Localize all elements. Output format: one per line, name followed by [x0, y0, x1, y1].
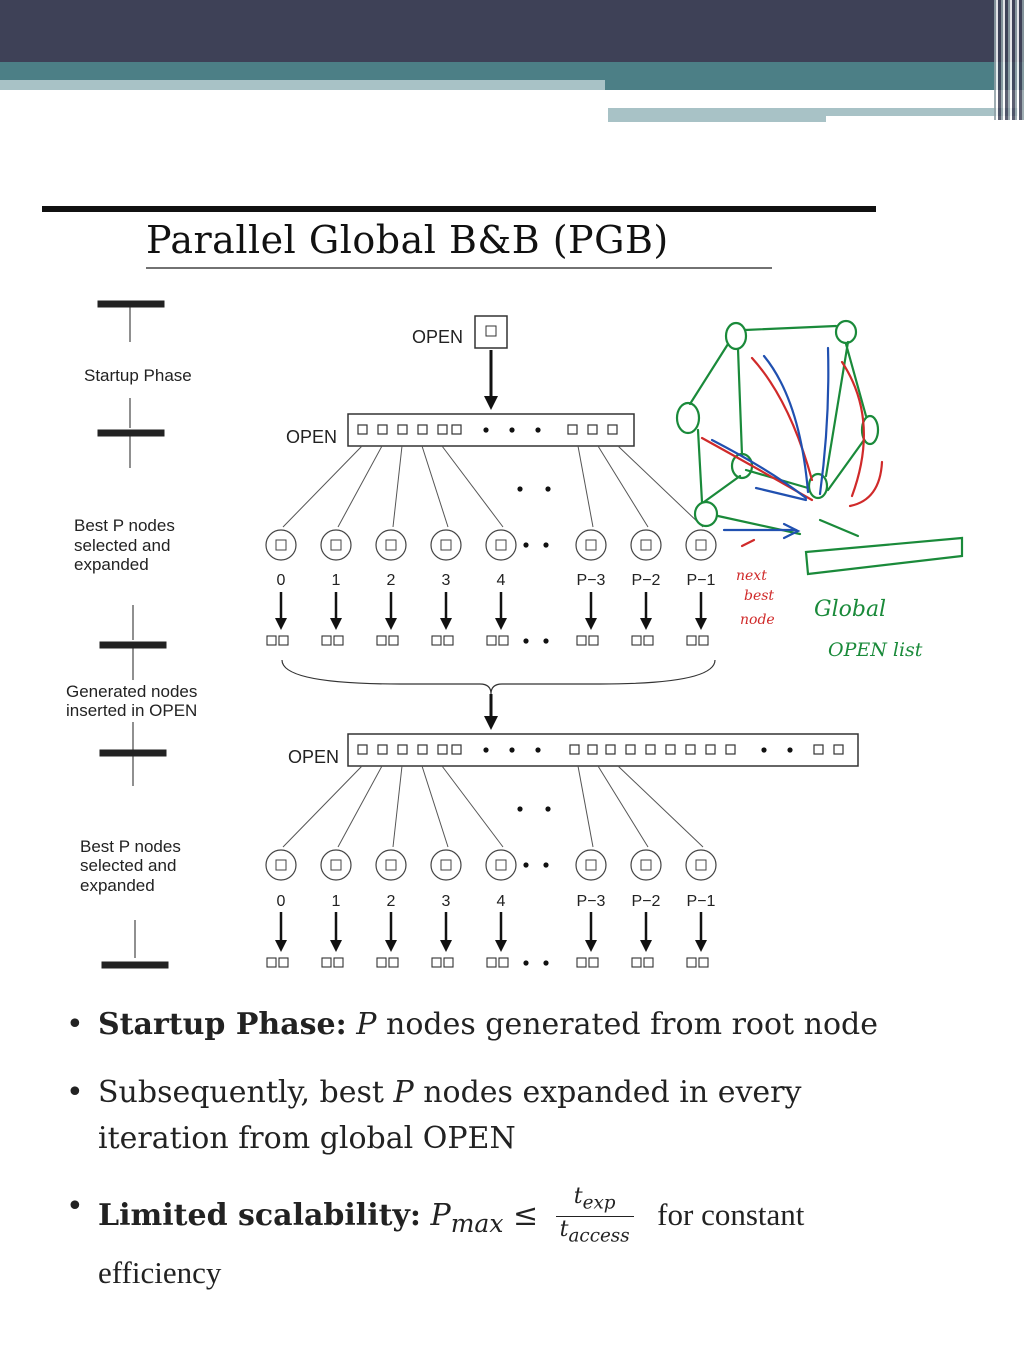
best-p-label-2-line: Best P nodes	[80, 837, 181, 856]
child-node	[322, 636, 331, 645]
child-node	[334, 958, 343, 967]
next-best-node-label: node	[740, 612, 775, 628]
child-node	[687, 958, 696, 967]
fan-edge	[283, 766, 362, 847]
phase-bar	[100, 750, 166, 756]
hypercube-edges	[690, 326, 866, 534]
open-list-node	[570, 745, 579, 754]
child-node	[632, 958, 641, 967]
expand-arrowhead	[585, 618, 597, 630]
open-list-node	[378, 745, 387, 754]
open-list-node	[588, 425, 597, 434]
child-node	[499, 636, 508, 645]
processor-label: 3	[441, 893, 451, 910]
bullet-startup-math: P	[356, 1007, 377, 1042]
child-node	[644, 958, 653, 967]
child-node	[432, 636, 441, 645]
expand-arrowhead	[275, 618, 287, 630]
processor-label: P−3	[576, 893, 606, 910]
processor-node	[266, 850, 296, 880]
child-node	[644, 636, 653, 645]
processor-node	[576, 530, 606, 560]
expand-arrowhead	[495, 940, 507, 952]
best-p-label-1-line: selected and	[74, 536, 171, 555]
generated-elements	[266, 425, 843, 967]
expand-arrowhead	[640, 940, 652, 952]
bullet-dot: •	[66, 1007, 84, 1042]
child-node	[577, 958, 586, 967]
open-list-node	[666, 745, 675, 754]
child-node	[444, 958, 453, 967]
best-p-label-1-line: Best P nodes	[74, 516, 175, 535]
ellipsis-dot	[761, 747, 766, 752]
open-list-node	[608, 425, 617, 434]
hypercube-node	[726, 323, 746, 349]
ellipsis-dot	[509, 747, 514, 752]
processor-node	[431, 530, 461, 560]
processor-node	[631, 850, 661, 880]
expand-arrowhead	[585, 940, 597, 952]
open-list-node	[686, 745, 695, 754]
root-arrowhead	[484, 396, 498, 410]
ellipsis-dot	[523, 638, 528, 643]
processor-node	[576, 850, 606, 880]
processor-node	[266, 530, 296, 560]
ellipsis-dot	[523, 862, 528, 867]
processor-node	[376, 530, 406, 560]
open-list-1	[286, 414, 634, 447]
processor-node-core	[386, 540, 396, 550]
processor-node-core	[641, 860, 651, 870]
open-list-node	[358, 425, 367, 434]
red-arrow	[752, 358, 812, 480]
phase-bar	[98, 301, 164, 307]
open-list-node	[418, 745, 427, 754]
processor-node-core	[441, 540, 451, 550]
child-node	[432, 958, 441, 967]
bullet-startup	[62, 1002, 892, 1048]
child-node	[577, 636, 586, 645]
processor-node	[686, 530, 716, 560]
efficiency-fraction	[556, 1184, 634, 1250]
processor-label: P−2	[631, 572, 661, 589]
fraction-denominator	[556, 1217, 634, 1249]
open-label-root: OPEN	[412, 327, 464, 347]
open-list-node	[606, 745, 615, 754]
root-node	[486, 326, 496, 336]
merge-arrowhead	[484, 716, 498, 730]
bullet-startup-heading: Startup Phase:	[98, 1007, 347, 1042]
processor-node-core	[496, 860, 506, 870]
startup-phase-label: Startup Phase	[84, 366, 192, 385]
ellipsis-dot	[483, 427, 488, 432]
processor-label: 2	[386, 893, 396, 910]
child-node	[589, 636, 598, 645]
child-node	[487, 958, 496, 967]
constant-efficiency-text: for constant efficiency	[98, 1196, 805, 1290]
denominator-subscript: access	[568, 1225, 630, 1247]
open-label-1: OPEN	[286, 427, 338, 447]
processor-node-core	[696, 540, 706, 550]
processor-label: 4	[496, 572, 506, 589]
open-list-node	[452, 745, 461, 754]
fan-edge	[578, 446, 593, 527]
processor-node-core	[386, 860, 396, 870]
processor-label: P−1	[686, 893, 716, 910]
processor-label: 1	[331, 572, 341, 589]
generated-label-line: inserted in OPEN	[66, 701, 198, 720]
ellipsis-dot	[787, 747, 792, 752]
processor-node-core	[586, 540, 596, 550]
processor-label: 2	[386, 572, 396, 589]
slide-title: Parallel Global B&B (PGB)	[146, 218, 669, 262]
ellipsis-dot	[523, 542, 528, 547]
child-node	[279, 636, 288, 645]
processor-node-core	[276, 540, 286, 550]
open-list-node	[358, 745, 367, 754]
fan-edge	[598, 766, 648, 847]
bullet-startup-text: nodes generated from root node	[386, 1007, 878, 1042]
child-node	[687, 636, 696, 645]
expand-arrowhead	[330, 940, 342, 952]
child-node	[632, 636, 641, 645]
expand-arrowhead	[695, 940, 707, 952]
bullet-scalability	[62, 1184, 892, 1297]
red-arrow	[850, 462, 882, 506]
expand-arrowhead	[440, 940, 452, 952]
open-list-1-box	[348, 414, 634, 446]
blue-arrow	[764, 356, 808, 492]
processor-node-core	[496, 540, 506, 550]
bullet-dot: •	[66, 1075, 84, 1110]
processor-node-core	[441, 860, 451, 870]
ellipsis-dot	[523, 960, 528, 965]
ellipsis-dot	[543, 542, 548, 547]
ellipsis-dot	[535, 747, 540, 752]
processor-node	[686, 850, 716, 880]
open-list-node	[452, 425, 461, 434]
generated-label-line: Generated nodes	[66, 682, 198, 701]
processor-label: P−1	[686, 572, 716, 589]
open-list-node	[814, 745, 823, 754]
expand-arrowhead	[275, 940, 287, 952]
best-p-label-2-line: selected and	[80, 856, 177, 875]
best-p-label-1	[74, 516, 175, 574]
child-node	[267, 958, 276, 967]
bullet-scalability-heading: Limited scalability:	[98, 1197, 421, 1233]
processor-node-core	[641, 540, 651, 550]
pmax-symbol: P	[430, 1197, 451, 1233]
hypercube-node	[836, 321, 856, 343]
fan-edge	[618, 446, 703, 527]
open-list-node	[834, 745, 843, 754]
processor-node	[486, 850, 516, 880]
expand-arrowhead	[640, 618, 652, 630]
root-open	[412, 316, 507, 410]
phase-bar	[98, 430, 164, 436]
processor-label: P−2	[631, 893, 661, 910]
open-list-node	[706, 745, 715, 754]
processor-label: 0	[276, 572, 286, 589]
processor-node-core	[331, 860, 341, 870]
fan-edge	[393, 766, 402, 847]
merge-brace	[282, 660, 715, 694]
open-list-node	[418, 425, 427, 434]
next-best-node-label: next	[736, 568, 767, 584]
open-list-node	[438, 745, 447, 754]
numerator-subscript: exp	[582, 1192, 616, 1214]
handwritten-annotation	[677, 321, 962, 661]
pmax-formula	[430, 1197, 504, 1238]
best-p-label-1-line: expanded	[74, 555, 149, 574]
generated-label	[66, 682, 197, 720]
processor-node-core	[276, 860, 286, 870]
hypercube-node	[732, 454, 752, 478]
processor-node	[321, 850, 351, 880]
list-pointer	[820, 520, 858, 536]
processor-node	[631, 530, 661, 560]
global-open-label: Global	[814, 597, 887, 622]
open-list-node	[438, 425, 447, 434]
child-node	[377, 958, 386, 967]
open-list-node	[398, 745, 407, 754]
open-list-node	[726, 745, 735, 754]
child-node	[334, 636, 343, 645]
processor-node	[321, 530, 351, 560]
phase-bar	[102, 962, 168, 968]
child-node	[699, 958, 708, 967]
best-p-label-2	[80, 837, 181, 895]
child-node	[589, 958, 598, 967]
root-node-box	[475, 316, 507, 348]
open-list-2	[288, 734, 858, 767]
ellipsis-dot	[483, 747, 488, 752]
fan-edge	[578, 766, 593, 847]
fan-edge	[393, 446, 402, 527]
open-list-node	[626, 745, 635, 754]
leq-symbol: ≤	[512, 1197, 539, 1233]
bullet-subsequently-text: nodes expanded in every iteration from global OPEN	[98, 1075, 802, 1156]
processor-node-core	[586, 860, 596, 870]
child-node	[322, 958, 331, 967]
fan-edge	[442, 446, 503, 527]
expand-arrowhead	[385, 940, 397, 952]
fan-edge	[338, 766, 382, 847]
bullet-subsequently-pre: Subsequently, best	[98, 1075, 384, 1110]
open-list-node	[568, 425, 577, 434]
ellipsis-dot	[543, 862, 548, 867]
expand-arrowhead	[385, 618, 397, 630]
ellipsis-dot	[517, 486, 522, 491]
expand-arrowhead	[330, 618, 342, 630]
child-node	[267, 636, 276, 645]
child-node	[699, 636, 708, 645]
child-node	[487, 636, 496, 645]
hypercube-node	[677, 403, 699, 433]
hypercube-node	[695, 502, 717, 526]
child-node	[499, 958, 508, 967]
open-list-node	[378, 425, 387, 434]
processor-node	[486, 530, 516, 560]
open-list-2-box	[348, 734, 858, 766]
blue-arrows	[712, 348, 828, 538]
bullet-dot: •	[66, 1189, 84, 1224]
global-open-label: OPEN list	[828, 639, 923, 661]
bullet-subsequently-math: P	[393, 1075, 414, 1110]
ellipsis-dot	[535, 427, 540, 432]
denominator-symbol: t	[559, 1217, 569, 1243]
bullet-list	[62, 1002, 892, 1319]
expand-arrowhead	[695, 618, 707, 630]
open-label-2: OPEN	[288, 747, 340, 767]
open-list-node	[398, 425, 407, 434]
fan-edge	[283, 446, 362, 527]
ellipsis-dot	[509, 427, 514, 432]
fan-edge	[338, 446, 382, 527]
ellipsis-dot	[545, 486, 550, 491]
processor-label: 4	[496, 893, 506, 910]
ellipsis-dot	[517, 806, 522, 811]
open-list-node	[646, 745, 655, 754]
ellipsis-dot	[543, 960, 548, 965]
next-best-node-label: best	[744, 588, 775, 604]
processor-label: 0	[276, 893, 286, 910]
global-open-list-box	[806, 538, 962, 574]
best-p-label-2-line: expanded	[80, 876, 155, 895]
fan-edge	[618, 766, 703, 847]
ellipsis-dot	[545, 806, 550, 811]
child-node	[377, 636, 386, 645]
processor-node-core	[331, 540, 341, 550]
child-node	[279, 958, 288, 967]
fan-edge	[442, 766, 503, 847]
child-node	[444, 636, 453, 645]
numerator-symbol: t	[573, 1184, 583, 1209]
red-arrow	[842, 362, 864, 496]
processor-node-core	[696, 860, 706, 870]
red-arrow	[742, 540, 754, 546]
child-node	[389, 958, 398, 967]
fan-edge	[422, 766, 448, 847]
fraction-numerator	[556, 1184, 634, 1217]
processor-node	[431, 850, 461, 880]
open-list-node	[588, 745, 597, 754]
fan-edge	[422, 446, 448, 527]
child-node	[389, 636, 398, 645]
processor-label: 1	[331, 893, 341, 910]
processor-label: P−3	[576, 572, 606, 589]
phase-bar	[100, 642, 166, 648]
blue-arrow	[756, 488, 806, 500]
ellipsis-dot	[543, 638, 548, 643]
fan-edge	[598, 446, 648, 527]
pmax-subscript: max	[450, 1208, 504, 1238]
expand-arrowhead	[495, 618, 507, 630]
processor-node	[376, 850, 406, 880]
processor-label: 3	[441, 572, 451, 589]
expand-arrowhead	[440, 618, 452, 630]
bullet-subsequently	[62, 1070, 892, 1162]
